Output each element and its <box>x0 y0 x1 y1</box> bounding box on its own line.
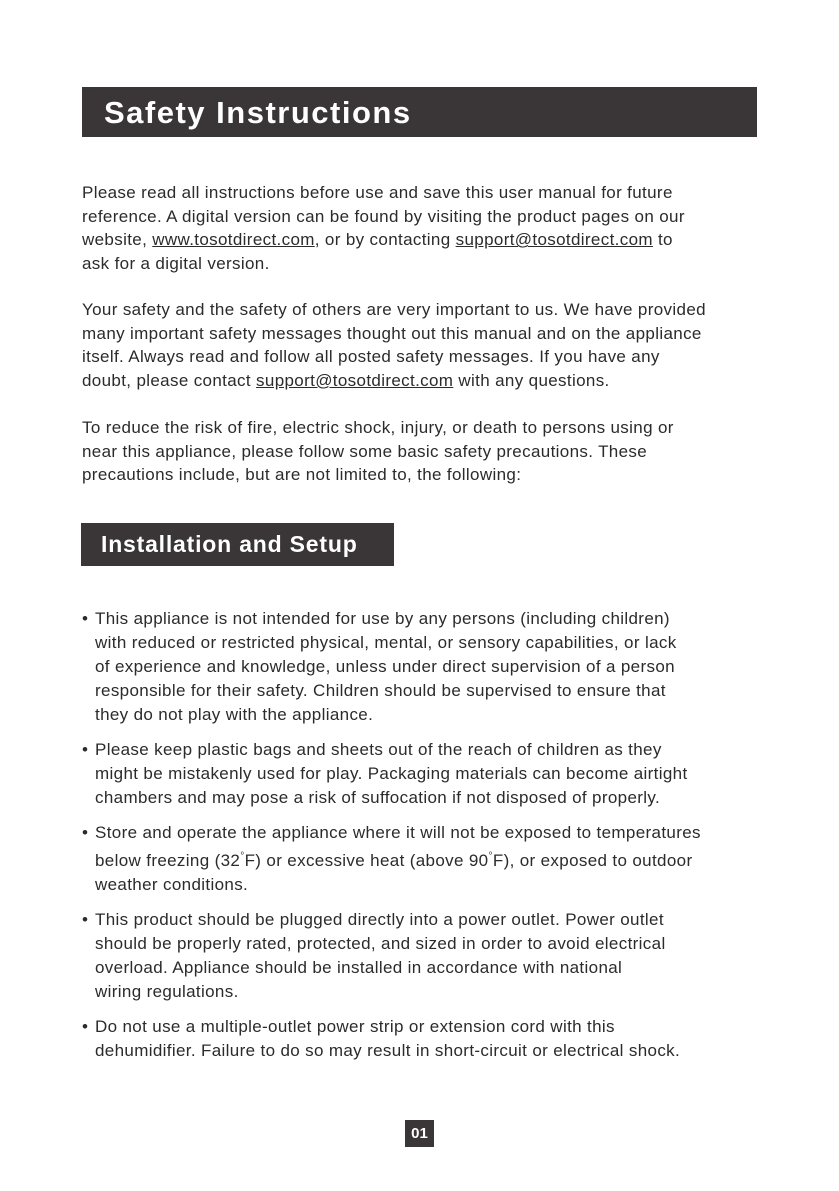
text-line: many important safety messages thought out this manual and on the appliance <box>82 323 702 343</box>
text-line: of experience and knowledge, unless under direct supervision of a person <box>95 657 675 676</box>
page-title: Safety Instructions <box>82 87 757 137</box>
text-line: should be properly rated, protected, and sized in order to avoid electrical <box>95 934 666 953</box>
intro-paragraph-2 <box>82 298 782 392</box>
text-fragment: doubt, please contact <box>82 370 257 390</box>
bullet-icon: • <box>82 910 89 929</box>
text-line: dehumidifier. Failure to do so may result in short-circuit or electrical shock. <box>95 1041 681 1060</box>
intro-paragraph-1 <box>82 181 782 275</box>
text-line: ask for a digital version. <box>82 253 270 273</box>
text-line: Please read all instructions before use and save this user manual for future <box>82 183 673 202</box>
bullet-icon: • <box>82 609 89 628</box>
text-line: weather conditions. <box>95 875 249 894</box>
list-item <box>82 738 802 810</box>
list-item <box>82 908 802 1004</box>
bullet-icon: • <box>82 740 89 759</box>
text-fragment: F) or excessive heat (above 90 <box>244 851 489 870</box>
text-line: near this appliance, please follow some basic safety precautions. These <box>82 441 648 461</box>
text-line: might be mistakenly used for play. Packaging materials can become airtight <box>95 764 688 783</box>
bullet-icon: • <box>82 1017 89 1036</box>
text-line: Your safety and the safety of others are very important to us. We have provided <box>82 300 706 319</box>
text-line: they do not play with the appliance. <box>95 705 374 724</box>
text-line <box>82 228 782 252</box>
text-line: Do not use a multiple-outlet power strip or extension cord with this <box>95 1017 615 1036</box>
list-item <box>82 607 802 727</box>
text-fragment: with any questions. <box>453 370 610 390</box>
text-fragment: F), or exposed to outdoor <box>492 851 693 870</box>
degree-symbol: ° <box>240 851 245 862</box>
website-link[interactable]: www.tosotdirect.com <box>152 230 315 250</box>
section-heading: Installation and Setup <box>81 523 394 566</box>
text-line: To reduce the risk of fire, electric shock, injury, or death to persons using or <box>82 418 674 437</box>
page-number: 01 <box>405 1120 434 1147</box>
degree-symbol: ° <box>488 851 493 862</box>
text-line: This product should be plugged directly into a power outlet. Power outlet <box>95 910 664 929</box>
text-fragment: website, <box>82 230 153 250</box>
intro-paragraph-3 <box>82 416 782 487</box>
text-fragment: below freezing (32 <box>95 851 241 870</box>
text-line <box>95 845 802 873</box>
text-fragment: , or by contacting <box>314 230 456 250</box>
text-line: This appliance is not intended for use by any persons (including children) <box>95 609 670 628</box>
text-line: wiring regulations. <box>95 982 239 1001</box>
support-email-link[interactable]: support@tosotdirect.com <box>455 230 653 250</box>
text-line: Please keep plastic bags and sheets out of the reach of children as they <box>95 740 662 759</box>
safety-bullet-list <box>82 607 802 1063</box>
bullet-icon: • <box>82 823 89 842</box>
text-line: reference. A digital version can be found by visiting the product pages on our <box>82 206 685 226</box>
list-item <box>82 1015 802 1063</box>
text-line: itself. Always read and follow all posted safety messages. If you have any <box>82 347 660 367</box>
text-line: precautions include, but are not limited to, the following: <box>82 465 522 485</box>
text-line <box>82 369 782 393</box>
list-item <box>82 821 802 897</box>
support-email-link[interactable]: support@tosotdirect.com <box>256 370 454 390</box>
text-line: responsible for their safety. Children should be supervised to ensure that <box>95 681 666 700</box>
text-line: with reduced or restricted physical, mental, or sensory capabilities, or lack <box>95 633 677 652</box>
text-line: chambers and may pose a risk of suffocation if not disposed of properly. <box>95 788 661 807</box>
text-line: Store and operate the appliance where it will not be exposed to temperatures <box>95 823 701 842</box>
text-fragment: to <box>652 230 673 250</box>
text-line: overload. Appliance should be installed in accordance with national <box>95 958 623 977</box>
